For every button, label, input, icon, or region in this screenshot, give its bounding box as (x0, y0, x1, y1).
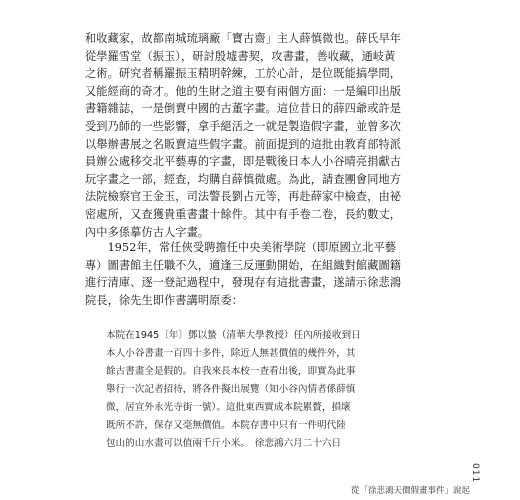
text-line: 從學羅雪堂（振玉），研討殷墟書契，攻書畫，善收藏，通岐黃 (85, 49, 396, 63)
text-line: 之術。研究者稱羅振玉精明幹練，工於心計，是位既能搞學問， (85, 67, 402, 81)
text-line: 員辦公處移交北平藝專的字畫，即是戰後日本人小谷晴亮捐獻古 (85, 155, 402, 169)
text-line: 1952年，常任俠受聘擔任中央美術學院（即原國立北平藝 (85, 241, 397, 254)
quote-line: 舉行一次記者招待，將各件擬出展覽（知小谷內情者係薛慎 (106, 384, 356, 395)
page-number: 011 (470, 463, 480, 484)
quote-line: 微，居宣外永光寺街一號）。這批東西實成本院累贅，損壞 (106, 402, 351, 413)
running-head: 從「徐悲鴻天價假畫事件」說起 (350, 486, 470, 496)
text-line: 書籍雜誌，一是倒賣中國的古董字畫。這位昔日的薛四爺或許是 (85, 102, 402, 116)
text-line: 內中多係摹仿古人字畫。 (85, 225, 210, 239)
body-paragraph-2 (85, 239, 435, 309)
text-line: 專）圖書館主任職不久，適逢三反運動開始，在組織對館藏圖籍 (85, 258, 402, 272)
text-line: 法院檢察官王金玉，司法警長劉占元等，再赴薛家中檢查，由祕 (85, 190, 402, 204)
text-line: 受到乃師的一些影響，拿手絕活之一就是製造假字畫，並曾多次 (85, 119, 402, 133)
body-paragraph-1 (85, 30, 435, 241)
quote-line: 既所不許，保存又毫無價值。本院存書中只有一件明代陸 (106, 420, 346, 431)
text-line: 又能經商的奇才。他的生財之道主要有兩個方面：一是編印出版 (85, 84, 402, 98)
quote-line: 餘古書畫全是假的。自我來長本校一查看出後，即實為此事 (106, 366, 356, 377)
quote-line: 本人小谷書畫一百四十多件，除近人無甚價值的幾件外，其 (106, 348, 356, 359)
text-line: 院長，徐先生即作書講明原委： (85, 293, 244, 307)
block-quote-letter (106, 327, 431, 453)
text-line: 進行清庫、逐一登記過程中，發現存有這批書畫，遂請示徐悲鴻 (85, 276, 402, 290)
text-line: 密處所，又查獲貴重書畫十餘件。其中有手卷二卷，長約數丈， (85, 207, 402, 221)
quote-line: 包山的山水畫可以值兩千斤小米。 徐悲鴻六月二十六日 (106, 438, 342, 449)
quote-line: 本院在1945〔年〕鄧以蟄（清華大學教授）任內所接收到日 (106, 330, 361, 341)
text-line: 以舉辦書展之名販賣這些假字畫。前面提到的這批由教育部特派 (85, 137, 402, 151)
text-line: 玩字畫之一部，經查，均購自薛慎微處。為此，請查團會同地方 (85, 172, 402, 186)
text-line: 和收藏家，故都南城琉璃廠「寶古齋」主人薛慎微也。薛氏早年 (85, 32, 402, 45)
